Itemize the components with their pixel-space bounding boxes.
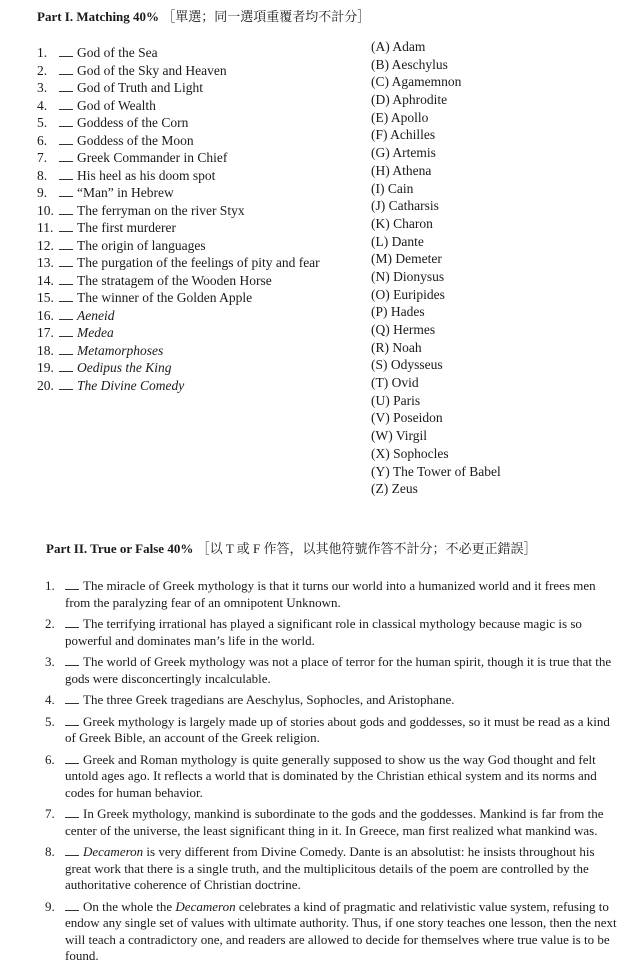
matching-question [37, 184, 367, 202]
answer-blank[interactable] [65, 617, 79, 628]
question-number: 17. [37, 325, 54, 340]
answer-blank[interactable] [59, 99, 73, 110]
answer-blank[interactable] [65, 807, 79, 818]
matching-question [37, 132, 367, 150]
answer-blank[interactable] [59, 81, 73, 92]
question-number: 1. [37, 45, 48, 60]
matching-question [37, 219, 367, 237]
matching-option: (V) Poseidon [371, 410, 443, 426]
item-text: Greek and Roman mythology is quite generally supposed to show us the way God thought and felt untold ages ago. It reflects a world that is dominated by the Christian ethical system and its norms and codes for human behavior. [65, 751, 597, 800]
item-number: 3. [45, 654, 55, 669]
matching-option: (M) Demeter [371, 251, 442, 267]
matching-option: (C) Agamemnon [371, 74, 462, 90]
question-number: 6. [37, 132, 48, 148]
matching-question-list [37, 44, 367, 394]
matching-question [37, 272, 367, 290]
question-text: Goddess of the Moon [77, 132, 194, 148]
question-number: 11. [37, 220, 54, 235]
answer-blank[interactable] [59, 379, 73, 390]
answer-blank[interactable] [59, 274, 73, 285]
matching-answer-list [371, 38, 611, 498]
answer-blank[interactable] [65, 579, 79, 590]
matching-question [37, 307, 367, 325]
question-number: 19. [37, 360, 54, 375]
question-text: Medea [77, 325, 114, 340]
item-text: is very different from Divine Comedy. Dante is an absolutist: he insists throughout his great work that there is a single truth, and the multiplicitous details of the poem are controlled by the authoritative coherence of Christian doctrine. [65, 844, 595, 892]
part1-title: Part I. Matching 40% [37, 9, 160, 24]
question-number: 12. [37, 237, 54, 253]
question-number: 9. [37, 185, 48, 200]
item-text-italic: Decameron [175, 898, 236, 914]
answer-blank[interactable] [65, 900, 79, 911]
item-number: 2. [45, 616, 55, 631]
matching-option: (Q) Hermes [371, 322, 436, 337]
matching-option: (E) Apollo [371, 109, 429, 125]
true-false-item [45, 714, 617, 747]
question-number: 15. [37, 290, 54, 305]
item-text: Greek mythology is largely made up of stories about gods and goddesses, so it must be read as a kind of Greek Bible, an account of the Greek religion. [65, 713, 610, 745]
matching-option: (K) Charon [371, 215, 433, 231]
true-false-item [45, 578, 617, 611]
question-text: Greek Commander in Chief [77, 150, 228, 165]
matching-question [37, 359, 367, 377]
question-number: 10. [37, 202, 54, 218]
question-text: His heel as his doom spot [77, 167, 216, 183]
matching-option: (Y) The Tower of Babel [371, 463, 501, 479]
answer-blank[interactable] [59, 239, 73, 250]
answer-blank[interactable] [59, 134, 73, 145]
matching-question [37, 149, 367, 167]
question-text: God of the Sea [77, 45, 158, 60]
question-text: Oedipus the King [77, 360, 172, 375]
matching-option: (R) Noah [371, 339, 422, 355]
true-false-item [45, 692, 617, 709]
matching-option: (X) Sophocles [371, 445, 449, 461]
question-text: The first murderer [77, 220, 176, 235]
matching-question [37, 44, 367, 62]
item-number: 8. [45, 844, 55, 859]
question-number: 13. [37, 255, 54, 270]
matching-option: (U) Paris [371, 392, 421, 408]
part2-note: ［以 T 或 F 作答，以其他符號作答不計分；不必更正錯誤］ [196, 541, 537, 556]
answer-blank[interactable] [59, 116, 73, 127]
part1-header [37, 6, 370, 25]
matching-option: (I) Cain [371, 180, 414, 196]
part2-header [46, 538, 631, 557]
answer-blank[interactable] [59, 46, 73, 57]
question-text: Goddess of the Corn [77, 115, 189, 130]
question-number: 14. [37, 272, 54, 288]
item-text-italic: Decameron [83, 844, 144, 859]
item-number: 1. [45, 578, 55, 593]
true-false-item [45, 844, 617, 894]
matching-option: (B) Aeschylus [371, 56, 448, 72]
matching-question [37, 62, 367, 80]
answer-blank[interactable] [65, 693, 79, 704]
matching-option: (F) Achilles [371, 127, 436, 143]
item-text: The miracle of Greek mythology is that it turns our world into a humanized world and it frees men from the paralyzing fear of an omnipotent Unknown. [65, 578, 596, 610]
answer-blank[interactable] [59, 204, 73, 215]
matching-question [37, 377, 367, 395]
matching-question [37, 202, 367, 220]
answer-blank[interactable] [59, 326, 73, 337]
matching-option: (S) Odysseus [371, 357, 443, 373]
true-false-item [45, 616, 617, 649]
question-number: 20. [37, 377, 54, 393]
true-false-item [45, 806, 617, 839]
question-text: The purgation of the feelings of pity and fear [77, 255, 320, 270]
answer-blank[interactable] [65, 715, 79, 726]
item-number: 5. [45, 713, 55, 729]
question-text: The origin of languages [77, 237, 206, 253]
matching-option: (N) Dionysus [371, 268, 445, 284]
matching-option: (O) Euripides [371, 286, 445, 302]
matching-option: (L) Dante [371, 233, 424, 249]
question-number: 4. [37, 97, 48, 113]
item-number: 6. [45, 751, 55, 767]
question-text: Metamorphoses [77, 342, 164, 358]
answer-blank[interactable] [59, 309, 73, 320]
answer-blank[interactable] [65, 845, 79, 856]
item-text: The world of Greek mythology was not a place of terror for the human spirit, though it is true that the gods were disconcertingly incalculable. [65, 654, 612, 686]
item-text-pre: On the whole the [83, 898, 176, 914]
question-number: 16. [37, 307, 54, 323]
answer-blank[interactable] [59, 344, 73, 355]
matching-question [37, 167, 367, 185]
matching-option: (H) Athena [371, 162, 432, 178]
matching-question [37, 79, 367, 97]
matching-option: (Z) Zeus [371, 481, 418, 497]
question-text: The ferryman on the river Styx [77, 202, 245, 218]
answer-blank[interactable] [59, 256, 73, 267]
item-text: celebrates a kind of pragmatic and relativistic value system, refusing to endow any single set of values with ultimate authority. Thus, if one story teaches one lesson, then the next will teach a contradictory one, and readers are allowed to decide for themselves where true value is to be found. [65, 898, 617, 963]
answer-blank[interactable] [59, 291, 73, 302]
question-number: 5. [37, 115, 48, 130]
question-text: The winner of the Golden Apple [77, 290, 253, 305]
item-number: 4. [45, 692, 55, 707]
question-text: The Divine Comedy [77, 377, 185, 393]
matching-question [37, 254, 367, 272]
answer-blank[interactable] [59, 221, 73, 232]
question-text: God of Wealth [77, 97, 156, 113]
answer-blank[interactable] [65, 655, 79, 666]
question-text: God of Truth and Light [77, 80, 204, 95]
answer-blank[interactable] [59, 169, 73, 180]
matching-question [37, 237, 367, 255]
answer-blank[interactable] [59, 361, 73, 372]
question-text: Aeneid [77, 307, 115, 323]
matching-option: (D) Aphrodite [371, 92, 448, 108]
question-number: 7. [37, 150, 48, 165]
question-text: “Man” in Hebrew [77, 185, 174, 200]
matching-question [37, 289, 367, 307]
matching-option: (J) Catharsis [371, 198, 439, 214]
true-false-item [45, 654, 617, 687]
matching-option: (P) Hades [371, 304, 425, 320]
matching-option: (G) Artemis [371, 145, 436, 161]
item-number: 7. [45, 806, 55, 821]
matching-question [37, 97, 367, 115]
question-text: God of the Sky and Heaven [77, 62, 227, 78]
answer-blank[interactable] [59, 151, 73, 162]
question-number: 2. [37, 62, 48, 78]
answer-blank[interactable] [59, 64, 73, 75]
answer-blank[interactable] [65, 753, 79, 764]
true-false-list [45, 578, 617, 970]
question-number: 8. [37, 167, 48, 183]
matching-question [37, 114, 367, 132]
part1-note: ［單選；同一選項重覆者均不計分］ [162, 9, 371, 24]
matching-option: (W) Virgil [371, 428, 428, 444]
question-number: 18. [37, 342, 54, 358]
item-text: In Greek mythology, mankind is subordinate to the gods and the goddesses. Mankind is far from the center of the universe, the least significant thing in it. In Greece, man first realized what mankind was. [65, 806, 604, 838]
matching-question [37, 342, 367, 360]
matching-option: (T) Ovid [371, 375, 419, 391]
item-text: The three Greek tragedians are Aeschylus, Sophocles, and Aristophane. [83, 692, 455, 707]
answer-blank[interactable] [59, 186, 73, 197]
item-number: 9. [45, 898, 55, 914]
question-number: 3. [37, 80, 48, 95]
true-false-item [45, 752, 617, 802]
true-false-item [45, 899, 617, 965]
matching-question [37, 324, 367, 342]
part2-title: Part II. True or False 40% [46, 541, 194, 556]
question-text: The stratagem of the Wooden Horse [77, 272, 272, 288]
matching-option: (A) Adam [371, 39, 426, 54]
item-text: The terrifying irrational has played a significant role in classical mythology because magic is so powerful and dominates man’s life in the world. [65, 616, 582, 648]
